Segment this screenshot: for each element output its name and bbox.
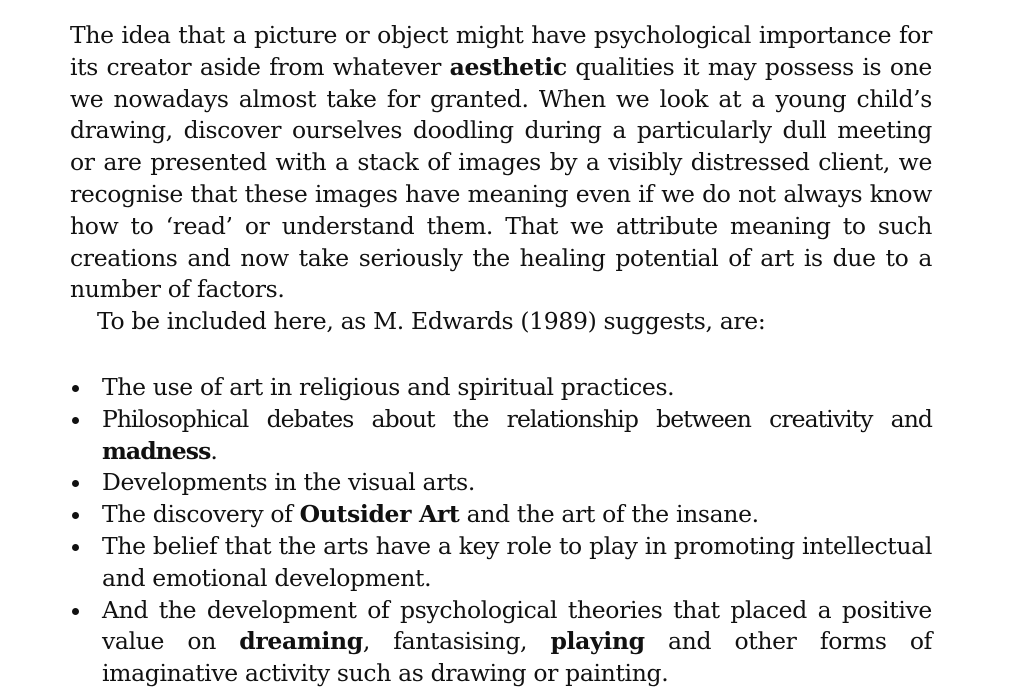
factors-list	[70, 372, 932, 690]
document-page	[70, 20, 932, 690]
list-item-text: and other forms of imaginative activity such as drawing or painting.	[102, 627, 933, 688]
list-item	[70, 499, 932, 531]
list-item-text: The use of art in religious and spiritual practices.	[102, 372, 675, 401]
bullet-icon	[72, 544, 79, 551]
list-item-text: Philosophical debates about the relationship between creativity and	[102, 404, 932, 433]
keyword-outsider-art: Outsider Art	[299, 500, 460, 529]
list-item-text: The discovery of	[102, 500, 300, 529]
lead-in-paragraph: To be included here, as M. Edwards (1989) suggests, are:	[97, 307, 766, 336]
bullet-icon	[72, 385, 79, 392]
intro-paragraph	[70, 20, 932, 306]
keyword-madness: madness	[102, 436, 211, 465]
keyword-playing: playing	[550, 627, 645, 656]
list-item-text: The belief that the arts have a key role to play in promoting intellectual and emotional development.	[102, 531, 932, 592]
keyword-aesthetic: aesthetic	[449, 52, 567, 81]
list-item	[70, 372, 932, 404]
list-item	[70, 531, 932, 595]
list-item-text: , fantasising,	[362, 627, 551, 656]
list-item	[70, 467, 932, 499]
list-item-text: .	[210, 436, 217, 465]
bullet-icon	[72, 480, 79, 487]
bullet-icon	[72, 608, 79, 615]
list-item-text: Developments in the visual arts.	[102, 468, 476, 497]
list-item	[70, 404, 932, 468]
list-item-text: and the art of the insane.	[459, 500, 759, 529]
list-item-text: And the development of psychological theories that placed a positive value on	[102, 595, 932, 656]
keyword-dreaming: dreaming	[239, 627, 363, 656]
list-item	[70, 595, 932, 690]
intro-text-1: The idea that a picture or object might have psychological importance for its creator aside from whatever	[70, 21, 932, 81]
bullet-icon	[72, 417, 79, 424]
intro-text-2: qualities it may possess is one we nowadays almost take for granted. When we look at a young child’s drawing, discover ourselves doodling during a particularly dull meeting or are presented with a stack of images by a visibly distressed client, we recognise that these images have meaning even if we do not always know how to ‘read’ or understand them. That we attribute meaning to such creations and now take seriously the healing potential of art is due to a number of factors.	[70, 52, 932, 304]
bullet-icon	[72, 512, 79, 519]
